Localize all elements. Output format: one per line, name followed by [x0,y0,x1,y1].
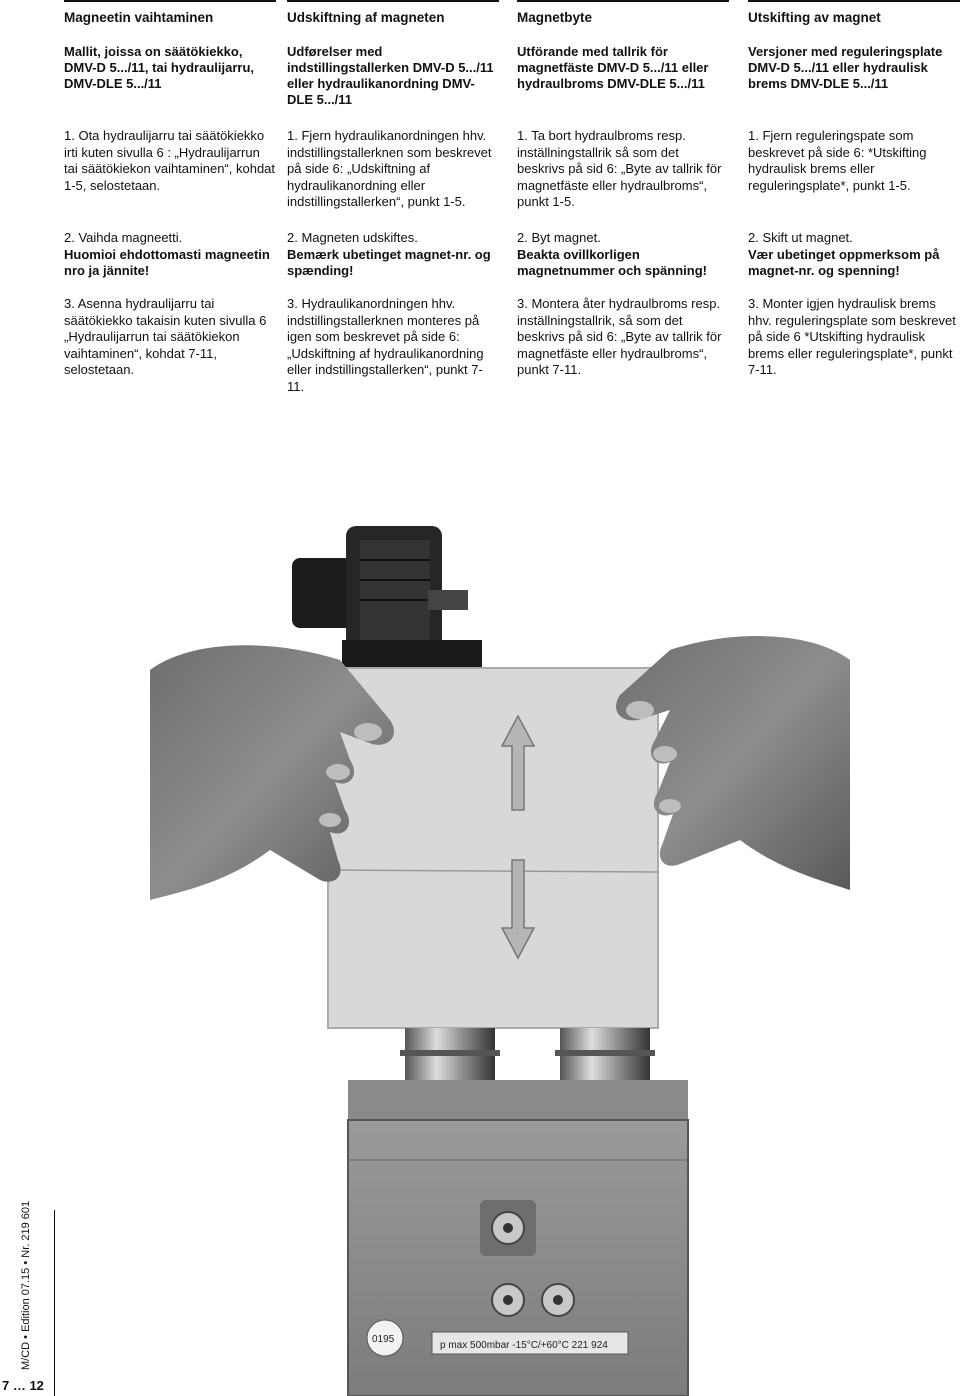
step-2 [287,230,499,280]
step-2-warning: Vær ubetinget oppmerksom på magnet-nr. og spenning! [748,246,940,278]
step-1: 1. Ota hydraulijarru tai säätökiekko irti kuten sivulla 6 : „Hydraulijarrun tai säätökiekon vaihtaminen“, kohdat 1-5, selostetaan. [64,128,276,193]
footer-rule [54,1210,55,1396]
valve-body [348,1080,688,1396]
step-2 [517,230,729,280]
step-2 [64,230,276,280]
edition-note: M/CD • Edition 07.15 • Nr. 219 601 [20,1200,32,1370]
column-heading: Utskifting av magnet [748,10,881,25]
step-2-warning: Bemærk ubetinget magnet-nr. og spænding! [287,246,491,278]
step-3: 3. Hydraulikanordningen hhv. indstillingstallerknen monteres på igen som beskrevet på side 6: „Udskiftning af hydraulikanordning eller indstillingstallerken“, punkt 7-11. [287,296,484,394]
column-subheading: Utförande med tallrik för magnetfäste DMV-D 5.../11 eller hydraulbroms DMV-DLE 5.../11 [517,44,709,91]
step-2-text: 2. Vaihda magneetti. [64,230,183,245]
column-rule [517,0,729,2]
magnet-replacement-photo [150,520,850,1396]
step-2-text: 2. Magneten udskiftes. [287,230,418,245]
step-2-warning: Beakta ovillkorligen magnetnummer och spänning! [517,246,707,278]
step-2-warning: Huomioi ehdottomasti magneetin nro ja jännite! [64,246,270,278]
column-rule [287,0,499,2]
step-3: 3. Montera åter hydraulbroms resp. inställningstallrik, så som det beskrivs på sid 6: „Byte av tallrik för magnetfäste eller hydraulbroms“, punkt 7-11. [517,296,722,377]
column-rule [748,0,960,2]
sticker-number: 0195 [372,1334,395,1345]
label-plate: p max 500mbar -15°C/+60°C 221 924 [440,1340,608,1351]
step-3: 3. Asenna hydraulijarru tai säätökiekko takaisin kuten sivulla 6 „Hydraulijarrun tai säätökiekon vaihtaminen“, kohdat 7-11, selostetaan. [64,296,267,377]
column-heading: Magneetin vaihtaminen [64,10,214,25]
page-number: 7 … 12 [2,1378,44,1393]
column-subheading: Versjoner med reguleringsplate DMV-D 5.../11 eller hydraulisk brems DMV-DLE 5.../11 [748,44,943,91]
step-1: 1. Fjern reguleringspate som beskrevet på side 6: *Utskifting hydraulisk brems eller reguleringsplate*, punkt 1-5. [748,128,927,193]
step-1: 1. Fjern hydraulikanordningen hhv. indstillingstallerknen som beskrevet på side 6: „Udskiftning af hydraulikanordning eller indstillingstallerken“, punkt 1-5. [287,128,492,209]
column-subheading: Mallit, joissa on säätökiekko, DMV-D 5.../11, tai hydraulijarru, DMV-DLE 5.../11 [64,44,255,91]
step-2-text: 2. Skift ut magnet. [748,230,853,245]
column-rule [64,0,276,2]
step-1: 1. Ta bort hydraulbroms resp. inställningstallrik så som det beskrivs på sid 6: „Byte av tallrik för magnetfäste eller hydraulbroms“, punkt 1-5. [517,128,722,209]
step-2-text: 2. Byt magnet. [517,230,601,245]
step-3: 3. Monter igjen hydraulisk brems hhv. reguleringsplate som beskrevet på side 6 *Utskifting hydraulisk brems eller reguleringsplate*, punkt 7-11. [748,296,956,377]
column-subheading: Udførelser med indstillingstallerken DMV-D 5.../11 eller hydraulikanordning DMV-DLE 5.../11 [287,44,494,107]
column-heading: Magnetbyte [517,10,593,25]
step-2 [748,230,960,280]
column-heading: Udskiftning af magneten [287,10,445,25]
